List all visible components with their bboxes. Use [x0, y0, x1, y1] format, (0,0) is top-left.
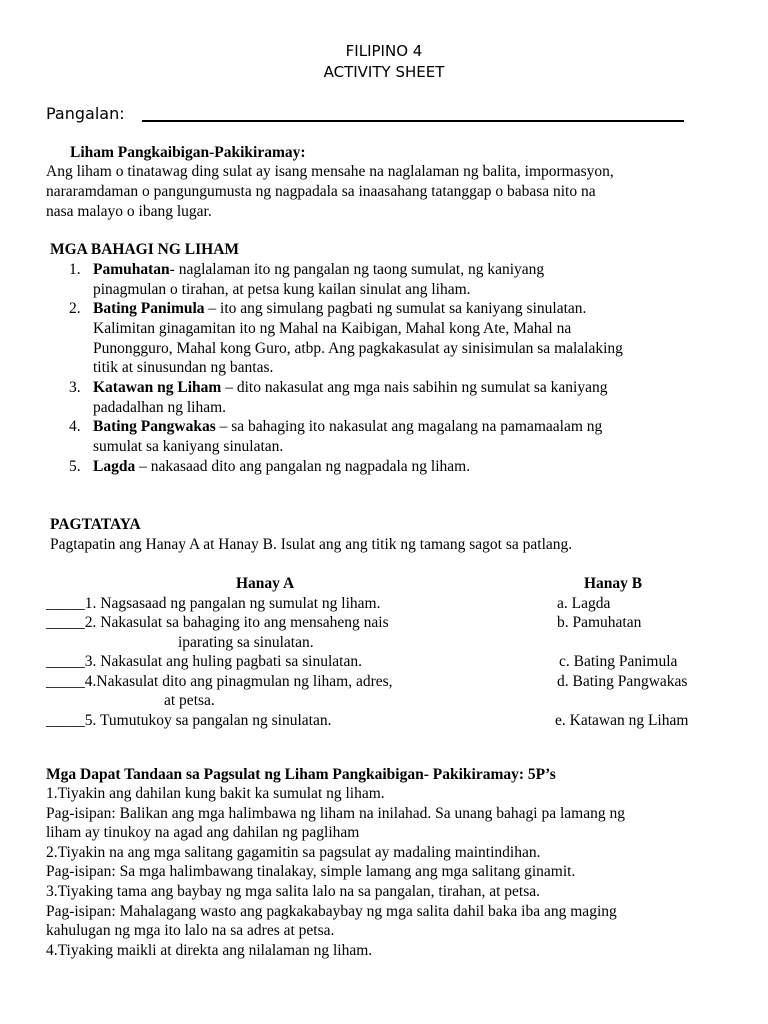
part-5-line-1: Lagda – nakasaad dito ang pangalan ng nagpadala ng liham. — [93, 458, 471, 475]
part-2-number: 2. — [69, 300, 81, 317]
intro-heading: Liham Pangkaibigan-Pakikiramay: — [70, 144, 306, 161]
match-item-b-2: b. Pamuhatan — [557, 614, 642, 631]
match-item-a-5: _____5. Tumutukoy sa pangalan ng sinulatan. — [46, 712, 332, 729]
column-a-header: Hanay A — [236, 575, 295, 592]
part-3-line-2: padadalhan ng liham. — [93, 399, 226, 416]
assessment-heading: PAGTATAYA — [50, 516, 141, 533]
match-item-a-1: _____1. Nagsasaad ng pangalan ng sumulat ng liham. — [46, 595, 381, 612]
intro-line-2: nararamdaman o pangungumusta ng nagpadala sa inaasahang tatanggap o babasa nito na — [46, 183, 596, 200]
reminders-heading: Mga Dapat Tandaan sa Pagsulat ng Liham Pangkaibigan- Pakikiramay: 5P’s — [46, 766, 556, 783]
part-4-line-2: sumulat sa kaniyang sinulatan. — [93, 438, 284, 455]
sheet-title: ACTIVITY SHEET — [323, 63, 445, 81]
match-item-b-5: e. Katawan ng Liham — [555, 712, 689, 729]
reminder-line-4: 2.Tiyakin na ang mga salitang gagamitin sa pagsulat ay madaling maintindihan. — [46, 844, 541, 861]
part-4-number: 4. — [69, 418, 81, 435]
intro-line-3: nasa malayo o ibang lugar. — [46, 203, 212, 220]
match-item-b-1: a. Lagda — [557, 595, 611, 612]
name-input-line[interactable] — [142, 120, 684, 122]
part-1-line-2: pinagmulan o tirahan, at petsa kung kailan sinulat ang liham. — [93, 281, 471, 298]
name-label: Pangalan: — [46, 104, 125, 123]
part-4-line-1: Bating Pangwakas – sa bahaging ito nakasulat ang magalang na pamamaalam ng — [93, 418, 603, 435]
reminder-line-8: kahulugan ng mga ito lalo na sa adres at petsa. — [46, 922, 335, 939]
part-3-line-1: Katawan ng Liham – dito nakasulat ang mga nais sabihin ng sumulat sa kaniyang — [93, 379, 608, 396]
match-item-a-4-continued: at petsa. — [164, 692, 215, 709]
reminder-line-7: Pag-isipan: Mahalagang wasto ang pagkakabaybay ng mga salita dahil baka iba ang maging — [46, 903, 617, 920]
part-1-number: 1. — [69, 261, 81, 278]
part-2-line-2: Kalimitan ginagamitan ito ng Mahal na Kaibigan, Mahal kong Ate, Mahal na — [93, 320, 572, 337]
part-2-line-4: titik at sinusundan ng bantas. — [93, 359, 274, 376]
part-2-line-1: Bating Panimula – ito ang simulang pagbati ng sumulat sa kaniyang sinulatan. — [93, 300, 587, 317]
reminder-line-3: liham ay tinukoy na agad ang dahilan ng pagliham — [46, 824, 360, 841]
match-item-a-4: _____4.Nakasulat dito ang pinagmulan ng liham, adres, — [46, 673, 393, 690]
reminder-line-6: 3.Tiyaking tama ang baybay ng mga salita lalo na sa pangalan, tirahan, at petsa. — [46, 883, 540, 900]
reminder-line-5: Pag-isipan: Sa mga halimbawang tinalakay, simple lamang ang mga salitang ginamit. — [46, 863, 576, 880]
parts-heading: MGA BAHAGI NG LIHAM — [50, 241, 240, 258]
match-item-b-4: d. Bating Pangwakas — [557, 673, 688, 690]
match-item-a-2-continued: iparating sa sinulatan. — [178, 634, 314, 651]
reminder-line-2: Pag-isipan: Balikan ang mga halimbawa ng liham na inilahad. Sa unang bahagi pa lamang ng — [46, 805, 625, 822]
part-2-line-3: Punongguro, Mahal kong Guro, atbp. Ang pagkakasulat ay sinisimulan sa malalaking — [93, 340, 623, 357]
reminder-line-1: 1.Tiyakin ang dahilan kung bakit ka sumulat ng liham. — [46, 785, 385, 802]
part-1-line-1: Pamuhatan- naglalaman ito ng pangalan ng taong sumulat, ng kaniyang — [93, 261, 545, 278]
match-item-b-3: c. Bating Panimula — [559, 653, 678, 670]
part-3-number: 3. — [69, 379, 81, 396]
column-b-header: Hanay B — [584, 575, 643, 592]
assessment-instruction: Pagtapatin ang Hanay A at Hanay B. Isulat ang ang titik ng tamang sagot sa patlang. — [50, 536, 573, 553]
intro-line-1: Ang liham o tinatawag ding sulat ay isang mensahe na naglalaman ng balita, impormasyon, — [46, 163, 614, 180]
match-item-a-2: _____2. Nakasulat sa bahaging ito ang mensaheng nais — [46, 614, 389, 631]
subject-title: FILIPINO 4 — [345, 42, 423, 60]
reminder-line-9: 4.Tiyaking maikli at direkta ang nilalaman ng liham. — [46, 942, 373, 959]
part-5-number: 5. — [69, 458, 81, 475]
match-item-a-3: _____3. Nakasulat ang huling pagbati sa sinulatan. — [46, 653, 362, 670]
